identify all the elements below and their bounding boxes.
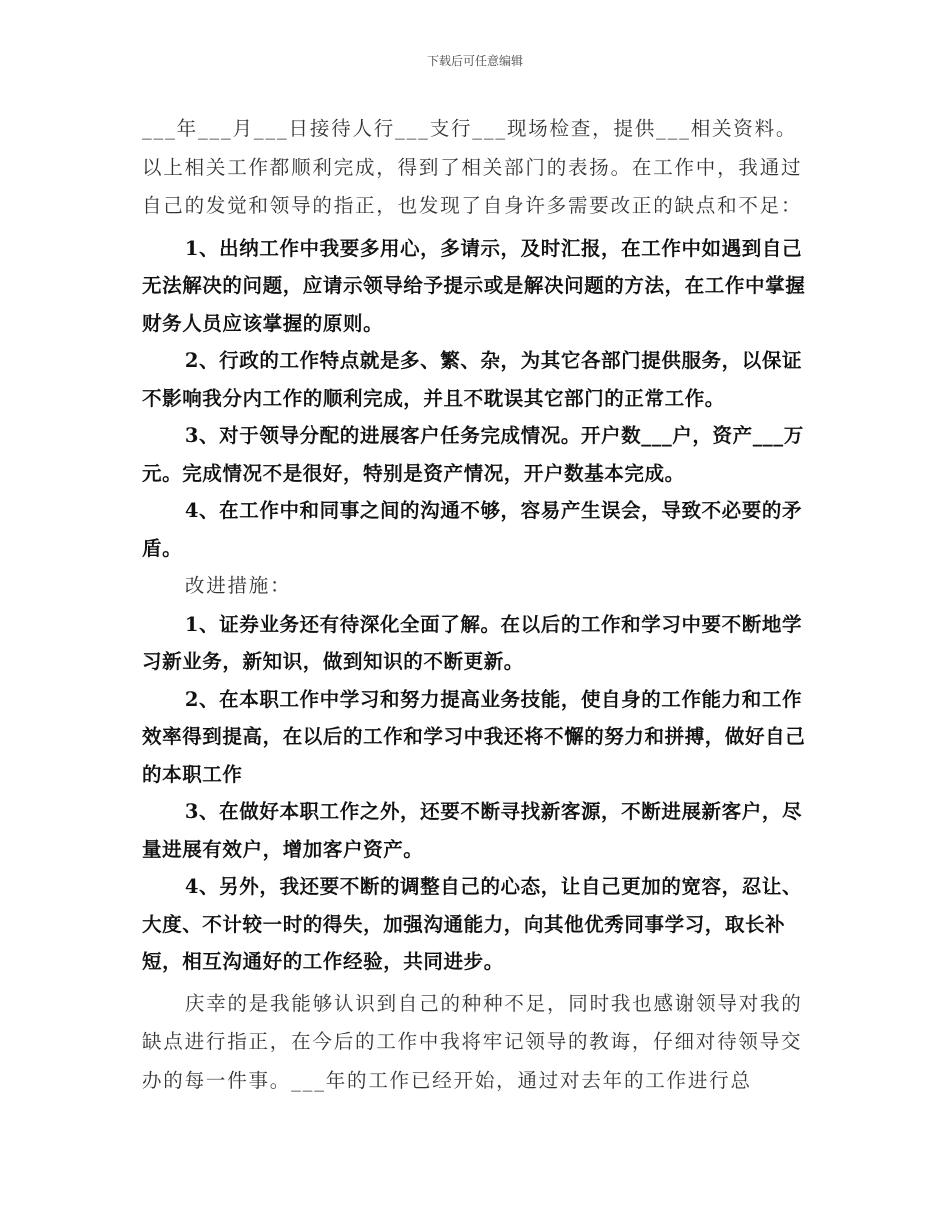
paragraph-issue-4: 4、在工作中和同事之间的沟通不够，容易产生误会，导致不必要的矛盾。 bbox=[142, 499, 803, 560]
paragraph-issue-2: 2、行政的工作特点就是多、繁、杂，为其它各部门提供服务，以保证不影响我分内工作的顺利完成，并且不耽误其它部门的正常工作。 bbox=[142, 349, 803, 410]
paragraph-measure-2: 2、在本职工作中学习和努力提高业务技能，使自身的工作能力和工作效率得到提高，在以后的工作和学习中我还将不懈的努力和拼搏，做好自己的本职工作 bbox=[142, 687, 806, 786]
section-heading-improvements: 改进措施： bbox=[184, 574, 292, 597]
paragraph-measure-4: 4、另外，我还要不断的调整自己的心态，让自己更加的宽容，忍让、大度、不计较一时的得失，加强沟通能力，向其他优秀同事学习，取长补短，相互沟通好的工作经验，共同进步。 bbox=[142, 875, 803, 973]
page-header: 下载后可任意编辑 bbox=[426, 54, 523, 68]
paragraph-issue-1: 1、出纳工作中我要多用心，多请示，及时汇报，在工作中如遇到自己无法解决的问题，应请示领导给予提示或是解决问题的方法，在工作中掌握财务人员应该掌握的原则。 bbox=[142, 236, 806, 335]
document-body bbox=[142, 110, 812, 1100]
paragraph-intro: ___年___月___日接待人行___支行___现场检查，提供___相关资料。以上相关工作都顺利完成，得到了相关部门的表扬。在工作中，我通过自己的发觉和领导的指正，也发现了自身许多需要改正的缺点和不足： bbox=[142, 117, 803, 217]
paragraph-measure-1: 1、证券业务还有待深化全面了解。在以后的工作和学习中要不断地学习新业务，新知识，做到知识的不断更新。 bbox=[142, 612, 803, 673]
paragraph-issue-3: 3、对于领导分配的进展客户任务完成情况。开户数___户，资产___万元。完成情况不是很好，特别是资产情况，开户数基本完成。 bbox=[142, 424, 804, 485]
paragraph-measure-3: 3、在做好本职工作之外，还要不断寻找新客源，不断进展新客户，尽量进展有效户，增加客户资产。 bbox=[142, 800, 803, 861]
paragraph-conclusion: 庆幸的是我能够认识到自己的种种不足，同时我也感谢领导对我的缺点进行指正，在今后的工作中我将牢记领导的教诲，仔细对待领导交办的每一件事。___年的工作已经开始，通过对去年的工作进行总 bbox=[142, 991, 803, 1092]
